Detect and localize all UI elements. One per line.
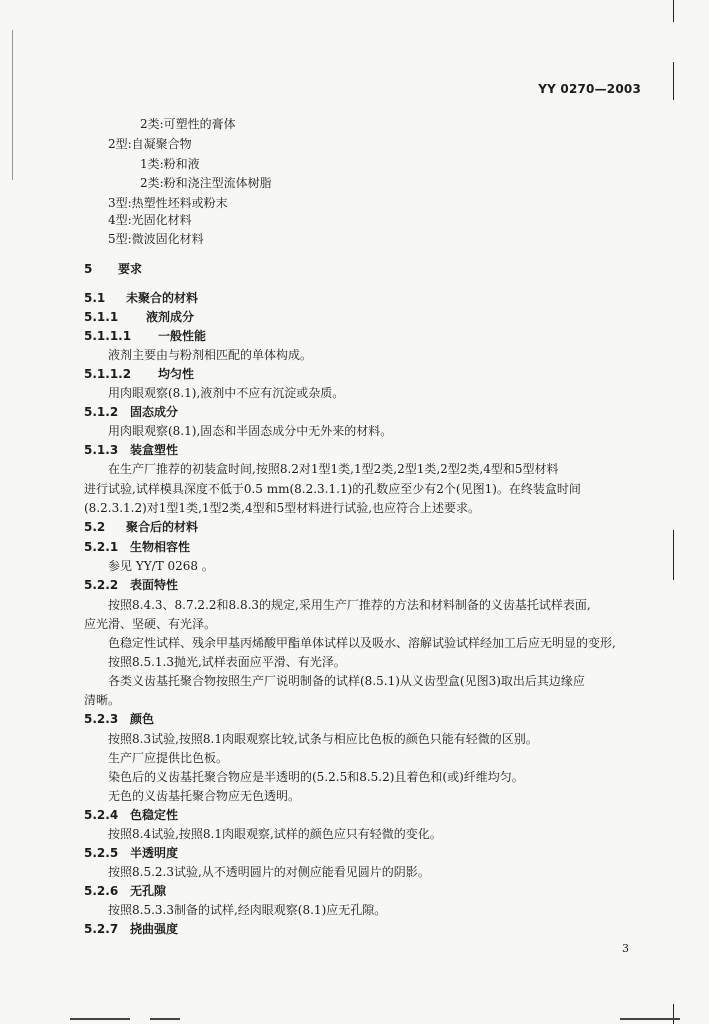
section-heading-5-1-2: 5.1.2 固态成分 bbox=[84, 405, 179, 419]
list-item: 4型:光固化材料 bbox=[108, 213, 192, 227]
binding-line-top bbox=[673, 0, 675, 22]
binding-line-bottom bbox=[673, 1004, 675, 1024]
page-number: 3 bbox=[622, 942, 629, 955]
list-item: 5型:微波固化材料 bbox=[108, 232, 204, 246]
paragraph-line: 按照8.5.1.3抛光,试样表面应平滑、有光泽。 bbox=[108, 655, 346, 669]
paragraph-line: 生产厂应提供比色板。 bbox=[108, 751, 229, 765]
section-heading-5-2-1: 5.2.1 生物相容性 bbox=[84, 540, 191, 554]
list-item: 2型:自凝聚合物 bbox=[108, 137, 192, 151]
list-item: 2类:粉和浇注型流体树脂 bbox=[140, 176, 272, 190]
section-heading-5-2-4: 5.2.4 色稳定性 bbox=[84, 808, 179, 822]
paragraph: 用肉眼观察(8.1),固态和半固态成分中无外来的材料。 bbox=[108, 424, 393, 438]
section-heading-5-1-1-1: 5.1.1.1 一般性能 bbox=[84, 329, 207, 343]
section-heading-5-2-7: 5.2.7 挠曲强度 bbox=[84, 922, 179, 936]
paragraph-line: 按照8.3试验,按照8.1肉眼观察比较,试条与相应比色板的颜色只能有轻微的区别。 bbox=[108, 732, 538, 746]
scan-edge-line bbox=[12, 30, 13, 180]
paragraph-line: 进行试验,试样模具深度不低于0.5 mm(8.2.3.1.1)的孔数应至少有2个(见图1)。在终装盒时间 bbox=[84, 482, 581, 496]
paragraph: 按照8.5.3.3制备的试样,经肉眼观察(8.1)应无孔隙。 bbox=[108, 903, 387, 917]
paragraph-line: 清晰。 bbox=[84, 693, 121, 707]
section-heading-5-2: 5.2 聚合后的材料 bbox=[84, 520, 199, 534]
section-heading-5-2-3: 5.2.3 颜色 bbox=[84, 712, 155, 726]
section-heading-5-2-6: 5.2.6 无孔隙 bbox=[84, 884, 167, 898]
standard-code: YY 0270—2003 bbox=[538, 82, 641, 96]
scan-mark bbox=[620, 1018, 680, 1020]
list-item: 1类:粉和液 bbox=[140, 157, 200, 171]
paragraph: 按照8.5.2.3试验,从不透明圆片的对侧应能看见圆片的阴影。 bbox=[108, 865, 430, 879]
paragraph: 按照8.4试验,按照8.1肉眼观察,试样的颜色应只有轻微的变化。 bbox=[108, 827, 442, 841]
binding-line bbox=[673, 62, 675, 100]
paragraph: 液剂主要由与粉剂相匹配的单体构成。 bbox=[108, 348, 313, 362]
section-heading-5-1: 5.1 未聚合的材料 bbox=[84, 291, 199, 305]
paragraph: 用肉眼观察(8.1),液剂中不应有沉淀或杂质。 bbox=[108, 386, 345, 400]
paragraph-line: 各类义齿基托聚合物按照生产厂说明制备的试样(8.5.1)从义齿型盒(见图3)取出后其边缘应 bbox=[108, 674, 585, 688]
paragraph: 参见 YY/T 0268 。 bbox=[108, 559, 214, 573]
paragraph-line: 在生产厂推荐的初装盒时间,按照8.2对1型1类,1型2类,2型1类,2型2类,4型和5型材料 bbox=[108, 462, 559, 476]
list-item: 2类:可塑性的膏体 bbox=[140, 117, 236, 131]
paragraph-line: 按照8.4.3、8.7.2.2和8.8.3的规定,采用生产厂推荐的方法和材料制备的义齿基托试样表面, bbox=[108, 598, 591, 612]
list-item: 3型:热塑性坯料或粉末 bbox=[108, 196, 228, 210]
paragraph-line: 应光滑、坚硬、有光泽。 bbox=[84, 617, 217, 631]
section-heading-5-1-1: 5.1.1 液剂成分 bbox=[84, 310, 195, 324]
scan-mark bbox=[70, 1018, 130, 1020]
paragraph-line: 无色的义齿基托聚合物应无色透明。 bbox=[108, 789, 301, 803]
section-heading-5-1-1-2: 5.1.1.2 均匀性 bbox=[84, 367, 195, 381]
section-heading-5-2-5: 5.2.5 半透明度 bbox=[84, 846, 179, 860]
section-heading-5: 5 要求 bbox=[84, 262, 143, 276]
binding-line-mid bbox=[673, 530, 675, 580]
paragraph-line: 染色后的义齿基托聚合物应是半透明的(5.2.5和8.5.2)且着色和(或)纤维均匀。 bbox=[108, 770, 524, 784]
section-heading-5-2-2: 5.2.2 表面特性 bbox=[84, 578, 179, 592]
paragraph-line: (8.2.3.1.2)对1型1类,1型2类,4型和5型材料进行试验,也应符合上述要求。 bbox=[84, 501, 481, 515]
paragraph-line: 色稳定性试样、残余甲基丙烯酸甲酯单体试样以及吸水、溶解试验试样经加工后应无明显的变形, bbox=[108, 636, 616, 650]
section-heading-5-1-3: 5.1.3 装盒塑性 bbox=[84, 443, 179, 457]
scan-mark bbox=[150, 1018, 180, 1020]
